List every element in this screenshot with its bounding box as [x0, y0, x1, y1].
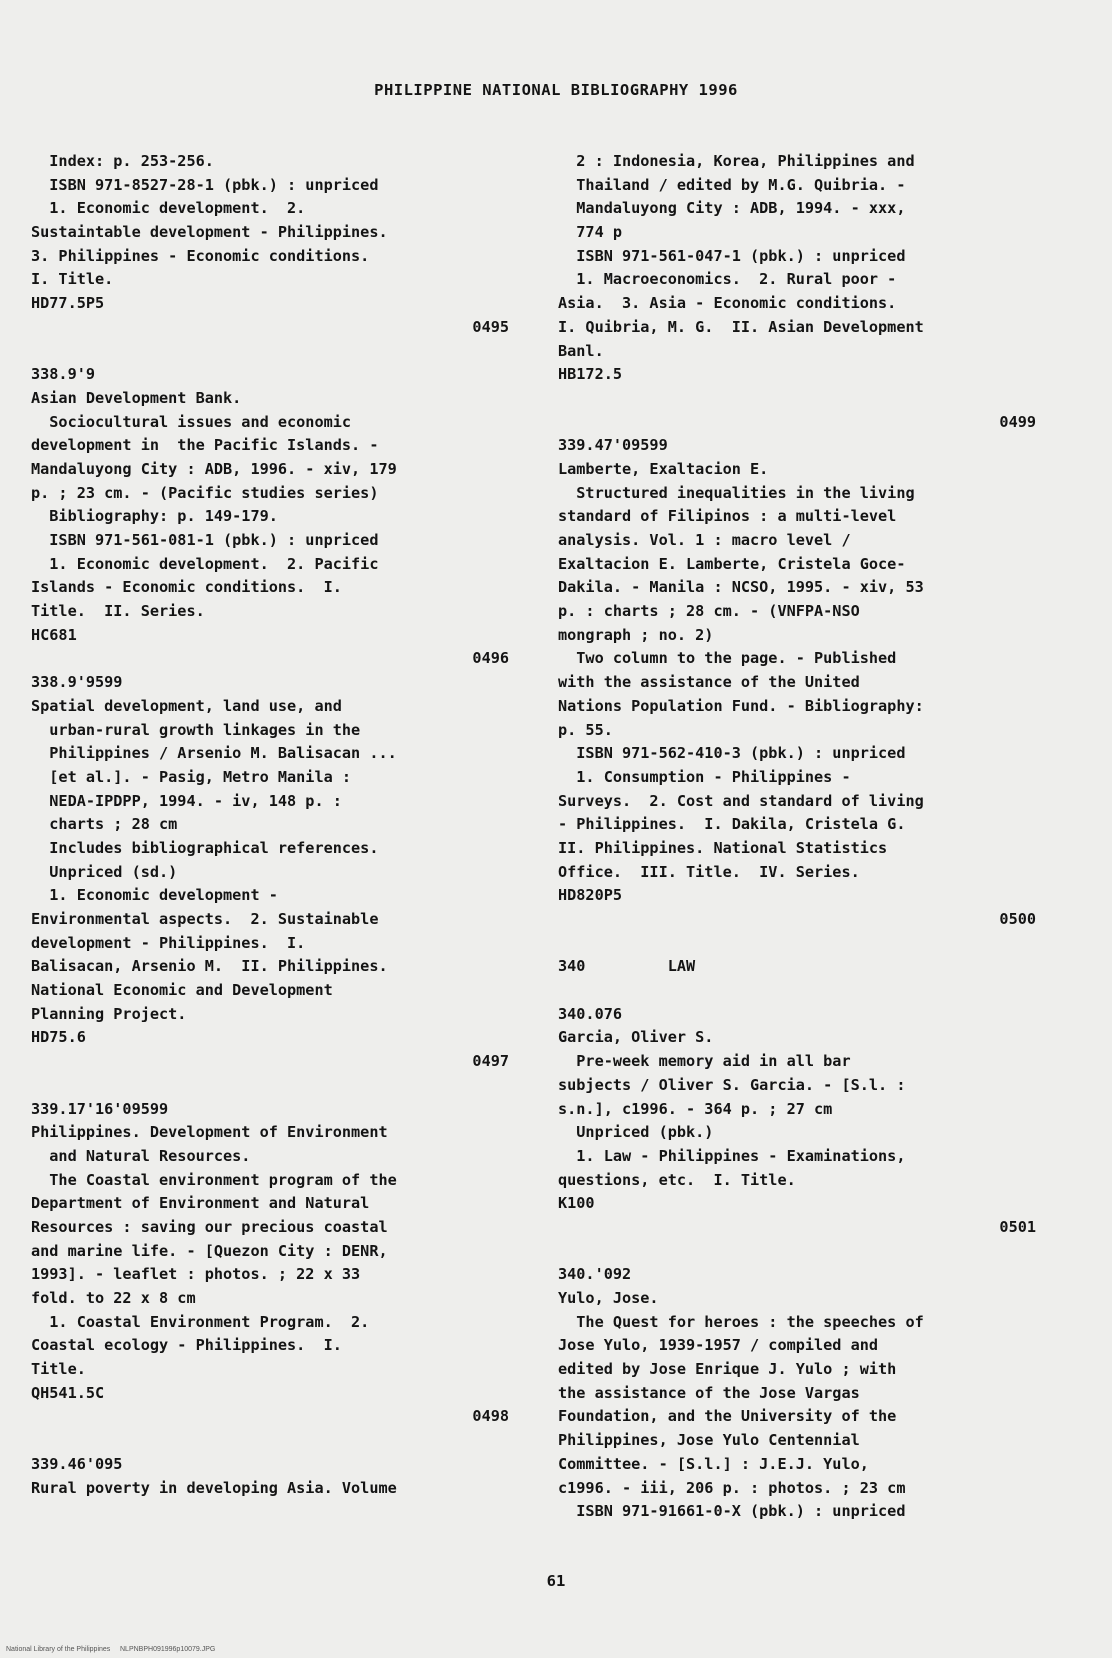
bibliography-line: 339.17'16'09599 — [31, 1099, 169, 1118]
bibliography-line: I. Quibria, M. G. II. Asian Development — [558, 317, 924, 336]
bibliography-line: Lamberte, Exaltacion E. — [558, 459, 769, 478]
bibliography-line: 1. Economic development - — [31, 886, 278, 905]
bibliography-line: Asia. 3. Asia - Economic conditions. — [558, 294, 897, 313]
bibliography-line: 340 LAW — [558, 957, 696, 976]
bibliography-line: Foundation, and the University of the — [558, 1407, 897, 1426]
bibliography-line: development - Philippines. I. — [31, 933, 306, 952]
bibliography-line: p. ; 23 cm. - (Pacific studies series) — [31, 483, 379, 502]
bibliography-line: Unpriced (sd.) — [31, 862, 178, 881]
bibliography-line: 340.'092 — [558, 1265, 632, 1284]
bibliography-line: - Philippines. I. Dakila, Cristela G. — [558, 815, 906, 834]
bibliography-line: Bibliography: p. 149-179. — [31, 507, 278, 526]
page-title: PHILIPPINE NATIONAL BIBLIOGRAPHY 1996 — [374, 81, 738, 99]
bibliography-line: Mandaluyong City : ADB, 1996. - xiv, 179 — [31, 459, 397, 478]
entry-number: 0497 — [472, 1052, 509, 1071]
bibliography-line — [31, 1074, 509, 1098]
bibliography-line: Title. II. Series. — [31, 602, 205, 621]
bibliography-line: p. : charts ; 28 cm. - (VNFPA-NSO — [558, 602, 860, 621]
bibliography-line: NEDA-IPDPP, 1994. - iv, 148 p. : — [31, 791, 342, 810]
bibliography-line: Islands - Economic conditions. I. — [31, 578, 342, 597]
bibliography-line: Unpriced (pbk.) — [558, 1123, 714, 1142]
bibliography-line: s.n.], c1996. - 364 p. ; 27 cm — [558, 1099, 833, 1118]
bibliography-line: p. 55. — [558, 720, 613, 739]
bibliography-line: ISBN 971-562-410-3 (pbk.) : unpriced — [558, 744, 906, 763]
bibliography-line: 774 p — [558, 223, 623, 242]
bibliography-line: subjects / Oliver S. Garcia. - [S.l. : — [558, 1075, 906, 1094]
bibliography-line: Coastal ecology - Philippines. I. — [31, 1336, 342, 1355]
bibliography-line: II. Philippines. National Statistics — [558, 838, 888, 857]
bibliography-line: National Economic and Development — [31, 981, 333, 1000]
bibliography-line: Banl. — [558, 341, 604, 360]
bibliography-line: Resources : saving our precious coastal — [31, 1217, 388, 1236]
right-column — [558, 150, 1036, 1524]
bibliography-line: edited by Jose Enrique J. Yulo ; with — [558, 1360, 897, 1379]
bibliography-line: Nations Population Fund. - Bibliography: — [558, 696, 924, 715]
bibliography-line: and marine life. - [Quezon City : DENR, — [31, 1241, 388, 1260]
bibliography-line: 2 : Indonesia, Korea, Philippines and — [558, 152, 915, 170]
bibliography-line: 338.9'9 — [31, 365, 96, 384]
bibliography-line: 338.9'9599 — [31, 673, 123, 692]
bibliography-line: questions, etc. I. Title. — [558, 1170, 796, 1189]
bibliography-line: mongraph ; no. 2) — [558, 625, 714, 644]
bibliography-line: Philippines, Jose Yulo Centennial — [558, 1431, 860, 1450]
bibliography-line: HD75.6 — [31, 1028, 86, 1047]
bibliography-line: 1. Coastal Environment Program. 2. — [31, 1312, 370, 1331]
bibliography-line — [31, 340, 509, 364]
bibliography-line: HB172.5 — [558, 365, 623, 384]
bibliography-line: ISBN 971-561-081-1 (pbk.) : unpriced — [31, 531, 379, 549]
bibliography-line: The Coastal environment program of the — [31, 1170, 397, 1189]
bibliography-line: Yulo, Jose. — [558, 1289, 659, 1307]
bibliography-line: Thailand / edited by M.G. Quibria. - — [558, 175, 906, 194]
bibliography-line: with the assistance of the United — [558, 673, 860, 692]
bibliography-line — [558, 932, 1036, 956]
bibliography-line: ISBN 971-8527-28-1 (pbk.) : unpriced — [31, 175, 379, 194]
bibliography-line — [558, 387, 1036, 411]
scan-credit: National Library of the Philippines NLPNBPH091996p10079.JPG — [6, 1646, 216, 1653]
bibliography-line: Philippines. Development of Environment — [31, 1123, 388, 1142]
bibliography-line: Index: p. 253-256. — [31, 152, 214, 170]
bibliography-line: HD820P5 — [558, 886, 623, 905]
bibliography-line: the assistance of the Jose Vargas — [558, 1383, 860, 1402]
bibliography-line: 1993]. - leaflet : photos. ; 22 x 33 — [31, 1265, 361, 1284]
bibliography-line: Rural poverty in developing Asia. Volume — [31, 1478, 397, 1497]
bibliography-line: 1. Consumption - Philippines - — [558, 767, 851, 786]
bibliography-line: Surveys. 2. Cost and standard of living — [558, 791, 924, 810]
bibliography-line: charts ; 28 cm — [31, 815, 178, 834]
bibliography-line: analysis. Vol. 1 : macro level / — [558, 531, 851, 549]
bibliography-line: K100 — [558, 1194, 595, 1213]
bibliography-line: 339.46'095 — [31, 1454, 123, 1473]
bibliography-line: HD77.5P5 — [31, 294, 105, 313]
entry-number: 0495 — [472, 317, 509, 336]
bibliography-line: The Quest for heroes : the speeches of — [558, 1312, 924, 1331]
bibliography-line — [558, 1240, 1036, 1264]
bibliography-line: Title. — [31, 1360, 86, 1379]
bibliography-line: 1. Law - Philippines - Examinations, — [558, 1146, 906, 1165]
entry-number: 0500 — [999, 910, 1036, 928]
bibliography-line: Office. III. Title. IV. Series. — [558, 862, 860, 881]
bibliography-line: 339.47'09599 — [558, 436, 668, 455]
bibliography-line: Garcia, Oliver S. — [558, 1028, 714, 1047]
bibliography-line — [31, 1429, 509, 1453]
bibliography-line: Philippines / Arsenio M. Balisacan ... — [31, 744, 397, 763]
bibliography-line: standard of Filipinos : a multi-level — [558, 507, 897, 526]
entry-number: 0498 — [472, 1407, 509, 1426]
bibliography-line: ISBN 971-561-047-1 (pbk.) : unpriced — [558, 246, 906, 265]
bibliography-line: Environmental aspects. 2. Sustainable — [31, 910, 379, 928]
bibliography-line: QH541.5C — [31, 1383, 105, 1402]
bibliography-line: I. Title. — [31, 270, 114, 289]
bibliography-line: Asian Development Bank. — [31, 388, 242, 407]
entry-number: 0496 — [472, 649, 509, 668]
bibliography-line: Includes bibliographical references. — [31, 838, 379, 857]
bibliography-line: Sociocultural issues and economic — [31, 412, 352, 431]
bibliography-line: c1996. - iii, 206 p. : photos. ; 23 cm — [558, 1478, 906, 1497]
bibliography-line: 340.076 — [558, 1004, 623, 1023]
page-number: 61 — [546, 1572, 566, 1590]
bibliography-line: Dakila. - Manila : NCSO, 1995. - xiv, 53 — [558, 578, 924, 597]
bibliography-line: Pre-week memory aid in all bar — [558, 1052, 851, 1071]
bibliography-line: Department of Environment and Natural — [31, 1194, 370, 1213]
bibliography-line: 1. Macroeconomics. 2. Rural poor - — [558, 270, 897, 289]
entry-number: 0499 — [999, 412, 1036, 431]
bibliography-line: Committee. - [S.l.] : J.E.J. Yulo, — [558, 1454, 869, 1473]
bibliography-line: development in the Pacific Islands. - — [31, 436, 379, 455]
bibliography-line: [et al.]. - Pasig, Metro Manila : — [31, 767, 352, 786]
bibliography-line: Balisacan, Arsenio M. II. Philippines. — [31, 957, 388, 976]
left-column — [31, 150, 509, 1500]
bibliography-line: Mandaluyong City : ADB, 1994. - xxx, — [558, 199, 906, 218]
bibliography-line: Structured inequalities in the living — [558, 483, 915, 502]
bibliography-line — [558, 979, 1036, 1003]
bibliography-line: ISBN 971-91661-0-X (pbk.) : unpriced — [558, 1502, 906, 1521]
entry-number: 0501 — [999, 1217, 1036, 1236]
bibliography-line: HC681 — [31, 625, 77, 644]
bibliography-line: urban-rural growth linkages in the — [31, 720, 361, 739]
bibliography-line: 1. Economic development. 2. — [31, 199, 306, 218]
bibliography-line: 1. Economic development. 2. Pacific — [31, 554, 379, 573]
bibliography-line: Planning Project. — [31, 1004, 187, 1023]
bibliography-line: Spatial development, land use, and — [31, 696, 342, 715]
bibliography-line: Two column to the page. - Published — [558, 649, 897, 668]
bibliography-line: and Natural Resources. — [31, 1146, 251, 1165]
bibliography-line: fold. to 22 x 8 cm — [31, 1289, 196, 1307]
bibliography-line: 3. Philippines - Economic conditions. — [31, 246, 370, 265]
bibliography-line: Jose Yulo, 1939-1957 / compiled and — [558, 1336, 879, 1355]
bibliography-line: Sustaintable development - Philippines. — [31, 223, 388, 242]
bibliography-line: Exaltacion E. Lamberte, Cristela Goce- — [558, 554, 906, 573]
